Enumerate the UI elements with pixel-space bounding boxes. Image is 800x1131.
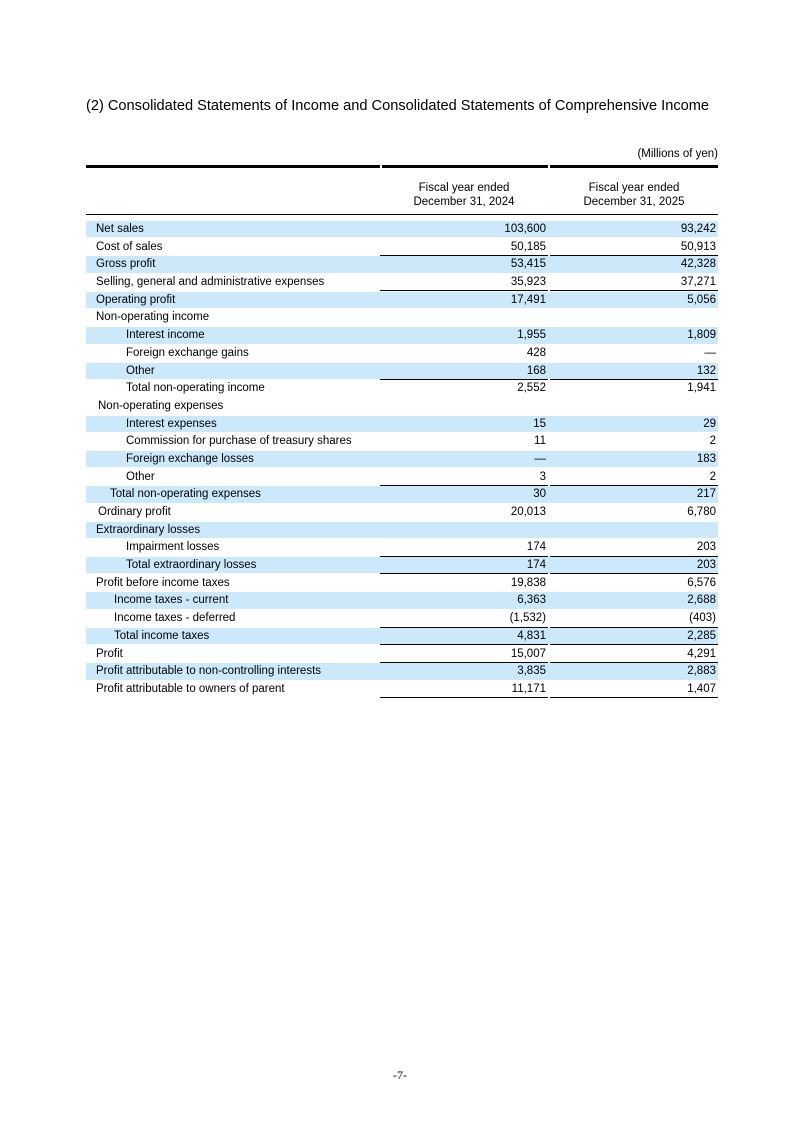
table-row xyxy=(86,274,718,290)
value-2024: 6,363 xyxy=(517,594,546,607)
value-2024: 174 xyxy=(526,559,546,572)
value-2025: 1,407 xyxy=(687,682,716,695)
table-row xyxy=(86,522,718,538)
value-2024: 20,013 xyxy=(510,506,546,518)
table-row xyxy=(86,380,718,396)
value-2024: 428 xyxy=(526,346,546,359)
row-spacer xyxy=(86,697,718,698)
row-label: Other xyxy=(126,364,155,377)
value-2024: 11 xyxy=(534,435,546,448)
row-label: Foreign exchange gains xyxy=(126,346,249,359)
column-separator xyxy=(380,165,382,168)
column-header-line1: Fiscal year ended xyxy=(588,182,680,194)
table-row xyxy=(86,256,718,272)
row-label: Total extraordinary losses xyxy=(126,559,257,572)
table-row xyxy=(86,628,718,644)
row-label: Extraordinary losses xyxy=(96,523,201,536)
table-row xyxy=(86,363,718,379)
table-row xyxy=(86,610,718,626)
value-2025: 6,780 xyxy=(687,506,716,518)
value-2025: — xyxy=(704,346,716,359)
value-2024: (1,532) xyxy=(509,612,546,625)
table-row xyxy=(86,539,718,555)
value-2025: 2,688 xyxy=(687,594,716,607)
row-label: Non-operating income xyxy=(96,311,210,324)
value-2024: 19,838 xyxy=(510,576,546,589)
value-2024: 103,600 xyxy=(504,223,546,235)
value-2025: 29 xyxy=(703,417,716,430)
row-label: Gross profit xyxy=(96,258,156,271)
table-row xyxy=(86,663,718,679)
row-label: Total income taxes xyxy=(114,629,210,642)
value-2025: 5,056 xyxy=(687,293,716,306)
table-row xyxy=(86,469,718,485)
row-label: Profit attributable to owners of parent xyxy=(96,682,285,695)
table-row xyxy=(86,345,718,361)
column-header-line1: Fiscal year ended xyxy=(418,182,510,194)
income-statement-table xyxy=(86,221,718,699)
table-row xyxy=(86,592,718,608)
row-label: Profit xyxy=(96,647,123,660)
value-2025: 6,576 xyxy=(687,576,716,589)
row-label: Impairment losses xyxy=(126,541,220,554)
row-label: Profit before income taxes xyxy=(96,576,230,589)
table-row xyxy=(86,575,718,591)
value-2025: 1,809 xyxy=(687,329,716,342)
value-2025: 217 xyxy=(696,488,716,501)
value-2025: 4,291 xyxy=(687,647,716,660)
value-2024: 168 xyxy=(526,364,546,377)
row-label: Operating profit xyxy=(96,293,176,306)
row-label: Interest expenses xyxy=(126,417,217,430)
value-2024: 35,923 xyxy=(510,276,546,289)
value-2024: 1,955 xyxy=(517,329,546,342)
row-label: Cost of sales xyxy=(96,240,163,253)
column-separator xyxy=(548,165,550,168)
value-2025: 2 xyxy=(709,435,716,448)
row-label: Ordinary profit xyxy=(98,506,171,518)
value-2024: 15 xyxy=(533,417,546,430)
row-label: Income taxes - current xyxy=(114,594,229,607)
value-2024: 17,491 xyxy=(510,293,546,306)
row-label: Profit attributable to non-controlling interests xyxy=(96,665,322,678)
value-2024: — xyxy=(534,452,546,465)
column-header-line2: December 31, 2024 xyxy=(413,196,515,208)
value-2024: 2,552 xyxy=(517,382,546,395)
table-row xyxy=(86,681,718,697)
table-row xyxy=(86,416,718,432)
table-row xyxy=(86,451,718,467)
row-label: Total non-operating expenses xyxy=(110,488,261,501)
header-rule xyxy=(86,214,718,215)
value-2024: 15,007 xyxy=(510,647,546,660)
value-2025: 2,883 xyxy=(687,665,716,678)
table-row xyxy=(86,309,718,325)
row-label: Net sales xyxy=(96,223,144,235)
column-header-line2: December 31, 2025 xyxy=(583,196,685,208)
column-header-2025 xyxy=(550,181,718,209)
value-2025: 50,913 xyxy=(680,240,716,253)
value-2025: 42,328 xyxy=(680,258,716,271)
table-row xyxy=(86,646,718,662)
value-2025: 2,285 xyxy=(687,629,716,642)
table-row xyxy=(86,504,718,520)
row-label: Interest income xyxy=(126,329,205,342)
value-2024: 3 xyxy=(539,470,546,483)
table-row xyxy=(86,486,718,502)
table-row xyxy=(86,239,718,255)
value-2025: 93,242 xyxy=(680,223,716,235)
page-number: -7- xyxy=(393,1068,407,1082)
table-row xyxy=(86,433,718,449)
column-header-2024 xyxy=(380,181,548,209)
table-top-rule xyxy=(86,165,718,168)
row-label: Non-operating expenses xyxy=(98,399,224,412)
value-2024: 11,171 xyxy=(511,682,546,695)
value-2025: 132 xyxy=(696,364,716,377)
table-row xyxy=(86,221,718,237)
unit-label: (Millions of yen) xyxy=(637,148,718,160)
table-row xyxy=(86,398,718,414)
row-label: Other xyxy=(126,470,155,483)
value-2025: 1,941 xyxy=(687,382,716,395)
value-2025: 203 xyxy=(696,541,716,554)
table-row xyxy=(86,327,718,343)
row-label: Foreign exchange losses xyxy=(126,452,254,465)
value-2024: 50,185 xyxy=(510,240,546,253)
table-row xyxy=(86,557,718,573)
value-2025: 183 xyxy=(696,452,716,465)
value-2024: 174 xyxy=(526,541,546,554)
value-2024: 53,415 xyxy=(510,258,546,271)
row-label: Income taxes - deferred xyxy=(114,612,236,625)
row-label: Total non-operating income xyxy=(126,382,265,395)
value-2025: 203 xyxy=(696,559,716,572)
value-2025: (403) xyxy=(689,612,716,625)
value-2024: 30 xyxy=(533,488,546,501)
row-label: Selling, general and administrative expenses xyxy=(96,276,325,289)
row-label: Commission for purchase of treasury shares xyxy=(126,435,352,448)
table-row xyxy=(86,292,718,308)
value-2025: 2 xyxy=(709,470,716,483)
document-title: (2) Consolidated Statements of Income and Consolidated Statements of Comprehensive Income xyxy=(86,98,710,114)
value-2025: 37,271 xyxy=(680,276,716,289)
value-2024: 4,831 xyxy=(517,629,546,642)
value-2024: 3,835 xyxy=(517,665,546,678)
